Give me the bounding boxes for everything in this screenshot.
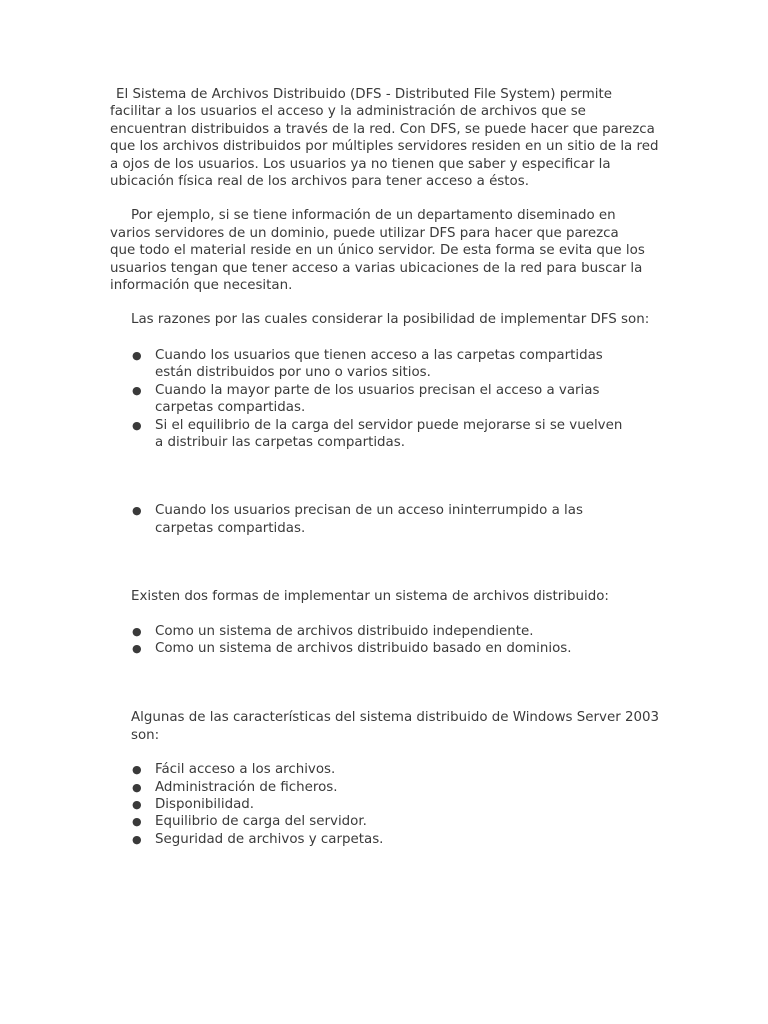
list-item: ● Disponibilidad. [132, 796, 255, 812]
features-intro: Algunas de las características del sistema distribuido de Windows Server 2003 son: [131, 710, 660, 743]
reasons-intro: Las razones por las cuales considerar la posibilidad de implementar DFS son: [131, 312, 650, 328]
bullet-icon: ● [132, 418, 142, 432]
reasons-extra-list [110, 502, 630, 537]
forms-intro: Existen dos formas de implementar un sistema de archivos distribuido: [131, 589, 609, 605]
forms-list [110, 623, 650, 658]
bullet-icon: ● [132, 624, 142, 638]
bullet-icon: ● [132, 383, 142, 397]
list-item: ● Cuando los usuarios precisan de un acceso ininterrumpido a las carpetas compartidas. [132, 503, 583, 536]
list-item: ● Seguridad de archivos y carpetas. [132, 831, 384, 847]
list-item: ● Cuando los usuarios que tienen acceso a las carpetas compartidas están distribuidos por uno o varios sitios. [132, 347, 603, 381]
paragraph-dfs-example: Por ejemplo, si se tiene información de un departamento diseminado en varios servidores de un dominio, puede utilizar DFS para hacer que parezca que todo el material reside en un único servidor. De esta forma se evita que los usuarios tengan que tener acceso a varias ubicaciones de la red para buscar la información que necesitan. [110, 208, 650, 294]
bullet-icon: ● [132, 504, 142, 518]
list-item: ● Equilibrio de carga del servidor. [132, 814, 367, 830]
list-item: ● Como un sistema de archivos distribuido independiente. [132, 623, 534, 639]
bullet-icon: ● [132, 348, 142, 362]
bullet-icon: ● [132, 641, 142, 655]
features-list [110, 761, 650, 848]
reasons-list [110, 347, 630, 451]
list-item: ● Como un sistema de archivos distribuido basado en dominios. [132, 640, 572, 656]
bullet-icon: ● [132, 815, 142, 829]
list-item: ● Cuando la mayor parte de los usuarios precisan el acceso a varias carpetas compartidas. [132, 382, 600, 416]
bullet-icon: ● [132, 797, 142, 811]
bullet-icon: ● [132, 763, 142, 777]
document-body [110, 86, 670, 848]
list-item: ● Administración de ficheros. [132, 779, 338, 795]
bullet-icon: ● [132, 780, 142, 794]
paragraph-dfs-intro: El Sistema de Archivos Distribuido (DFS - Distributed File System) permite facilitar a los usuarios el acceso y la administración de archivos que se encuentran distribuidos a través de la red. Con DFS, se puede hacer que parezca que los archivos distribuidos por múltiples servidores residen en un sitio de la red a ojos de los usuarios. Los usuarios ya no tienen que saber y especificar la ubicación física real de los archivos para tener acceso a éstos. [110, 87, 663, 190]
bullet-icon: ● [132, 832, 142, 846]
list-item: ● Fácil acceso a los archivos. [132, 762, 336, 778]
list-item: ● Si el equilibrio de la carga del servidor puede mejorarse si se vuelven a distribuir las carpetas compartidas. [132, 417, 623, 450]
